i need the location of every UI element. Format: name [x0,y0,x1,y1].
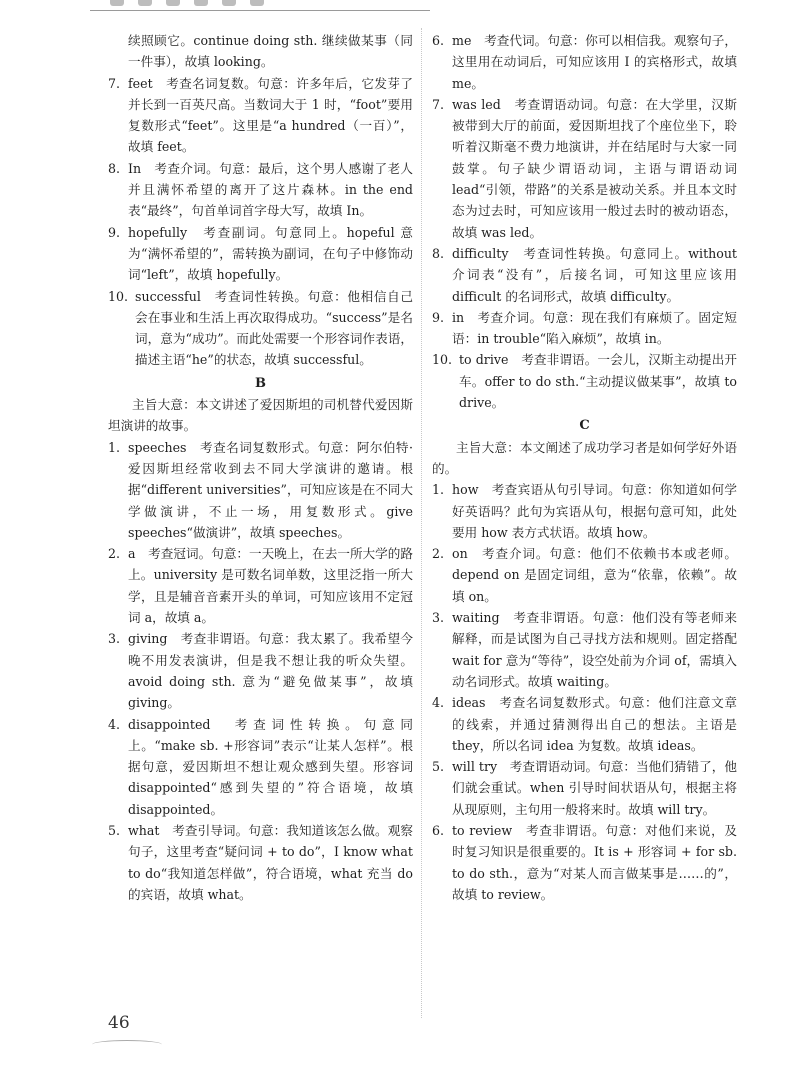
continuation-text: 续照顾它。continue doing sth. 继续做某事（同一件事），故填 looking。 [128,33,413,70]
left-column [108,30,413,905]
answer-item: 6. me 考查代词。句意：你可以相信我。观察句子，这里用在动词后，可知应该用 I 的宾格形式，故填 me。 [432,33,737,91]
answer-item: 10. successful 考查词性转换。句意：他相信自己会在事业和生活上再次取得成功。“success”是名词，意为“成功”。而此处需要一个形容词作表语，描述主语“he”的状态，故填 successful。 [108,288,413,368]
answer-item: 2. a 考查冠词。句意：一天晚上，在去一所大学的路上。university 是可数名词单数，这里泛指一所大学，且是辅音音素开头的单词，可知应该用不定冠词 a，故填 a。 [108,546,413,626]
section-title-c: C [579,418,590,434]
section-gist-b: 主旨大意：本文讲述了爱因斯坦的司机替代爱因斯坦演讲的故事。 [108,397,413,434]
answer-item: 5. what 考查引导词。句意：我知道该怎么做。观察句子，这里考查“疑问词 + to do”，I know what to do“我知道怎样做”，符合语境，what 充当 do 的宾语，故填 what。 [108,822,413,902]
page-number: 46 [108,1013,130,1033]
answer-item: 10. to drive 考查非谓语。一会儿，汉斯主动提出开车。offer to do sth.“主动提议做某事”，故填 to drive。 [432,352,737,411]
answer-item: 2. on 考查介词。句意：他们不依赖书本或老师。depend on 是固定词组，意为“依靠，依赖”。故填 on。 [432,546,737,604]
footer-ornament [92,1040,162,1049]
answer-item: 1. speeches 考查名词复数形式。句意：阿尔伯特·爱因斯坦经常收到去不同大学演讲的邀请。根据“different universities”，可知应该是在不同大学做演讲，不止一场，用复数形式。give speeches“做演讲”，故填 speeches。 [108,439,413,540]
answer-item: 1. how 考查宾语从句引导词。句意：你知道如何学好英语吗？此句为宾语从句，根据句意可知，此处要用 how 表方式状语。故填 how。 [432,482,737,540]
answer-item: 5. will try 考查谓语动词。句意：当他们猜错了，他们就会重试。when 引导时间状语从句，根据主将从现原则，主句用一般将来时。故填 will try。 [432,759,737,817]
section-gist-c: 主旨大意：本文阐述了成功学习者是如何学好外语的。 [432,439,737,476]
answer-item: 8. difficulty 考查词性转换。句意同上。without 介词表“没有”，后接名词，可知这里应该用 difficult 的名词形式，故填 difficulty。 [432,245,737,304]
column-divider [421,28,422,1018]
answer-item: 4. disappointed 考查词性转换。句意同上。“make sb. +形容词”表示“让某人怎样”。根据句意，爱因斯坦不想让观众感到失望。形容词 disappointed“感到失望的”符合语境，故填 disappointed。 [108,716,413,817]
header-ornament [90,0,430,11]
answer-item: 9. in 考查介词。句意：现在我们有麻烦了。固定短语：in trouble“陷入麻烦”，故填 in。 [432,309,737,347]
answer-item: 3. giving 考查非谓语。句意：我太累了。我希望今晚不用发表演讲，但是我不想让我的听众失望。avoid doing sth. 意为“避免做某事”，故填 giving。 [108,631,413,711]
answer-item: 3. waiting 考查非谓语。句意：他们没有等老师来解释，而是试图为自己寻找方法和规则。固定搭配 wait for 意为“等待”，设空处前为介词 of，需填入动名词形式。故填 waiting。 [432,610,737,689]
answer-item: 8. In 考查介词。句意：最后，这个男人感谢了老人并且满怀希望的离开了这片森林。in the end 表“最终”，句首单词首字母大写，故填 In。 [108,160,413,219]
section-title-b: B [255,375,266,391]
answer-item: 7. feet 考查名词复数。句意：许多年后，它发芽了并长到一百英尺高。当数词大于 1 时，“foot”要用复数形式“feet”。这里是“a hundred（一百）”，故填 feet。 [108,75,413,155]
answer-item: 6. to review 考查非谓语。句意：对他们来说，及时复习知识是很重要的。It is + 形容词 + for sb. to do sth.，意为“对某人而言做某事是……的”，故填 to review。 [432,822,737,902]
right-column [432,30,737,905]
answer-item: 9. hopefully 考查副词。句意同上。hopeful 意为“满怀希望的”，需转换为副词，在句子中修饰动词“left”，故填 hopefully。 [108,224,413,283]
answer-item: 4. ideas 考查名词复数形式。句意：他们注意文章的线索，并通过猜测得出自己的想法。主语是 they，所以名词 idea 为复数。故填 ideas。 [432,695,737,753]
answer-item: 7. was led 考查谓语动词。句意：在大学里，汉斯被带到大厅的前面，爱因斯坦找了个座位坐下，聆听着汉斯毫不费力地演讲，并在结尾时与大家一同鼓掌。句子缺少谓语动词，主语与谓语动词 lead“引领，带路”的关系是被动关系。并且本文时态为过去时，可知应该用一般过去时的被动语态，故填 was led。 [432,96,737,240]
